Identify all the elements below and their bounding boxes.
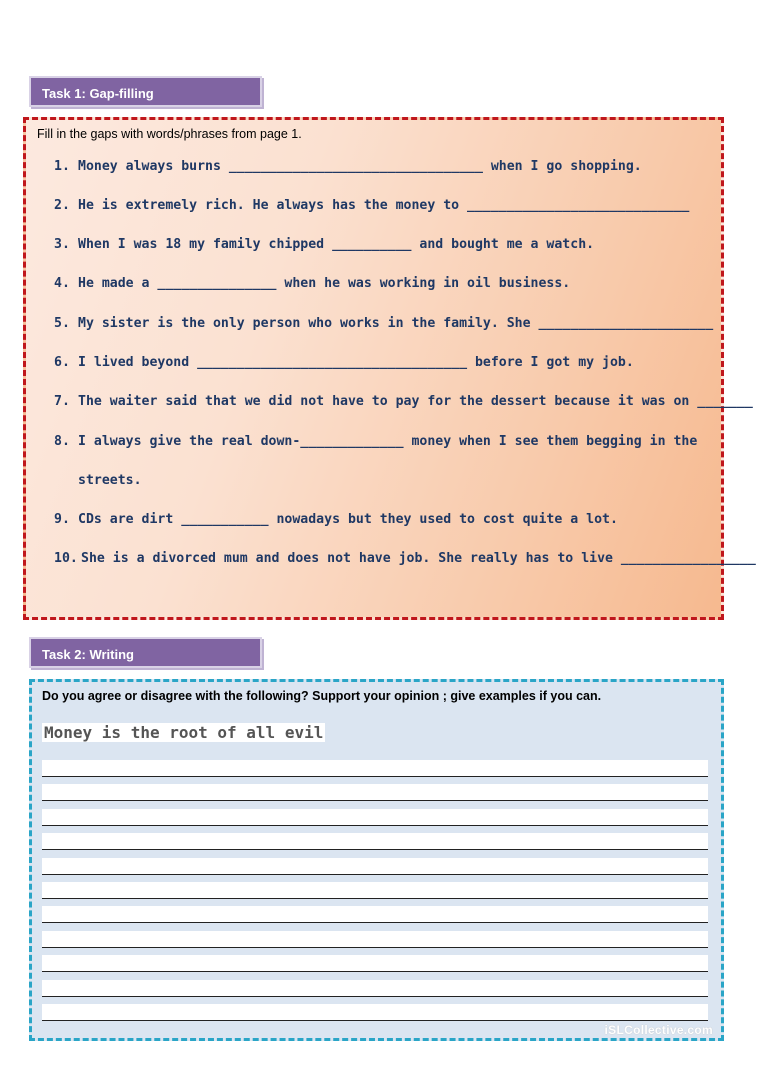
task2-header: Task 2: Writing bbox=[29, 637, 262, 668]
item-text: streets. bbox=[78, 473, 142, 488]
item-number: 7. bbox=[54, 394, 70, 409]
item-text: He made a _______________ when he was working in oil business. bbox=[78, 276, 571, 291]
writing-line[interactable] bbox=[42, 906, 708, 923]
writing-line[interactable] bbox=[42, 1004, 708, 1021]
task2-box bbox=[29, 679, 724, 1041]
gap-item bbox=[54, 434, 697, 449]
task1-header: Task 1: Gap-filling bbox=[29, 76, 262, 107]
item-number: 9. bbox=[54, 512, 70, 527]
item-text: My sister is the only person who works in the family. She ______________________ bbox=[78, 316, 714, 331]
task1-box bbox=[23, 117, 756, 620]
gap-item bbox=[54, 159, 642, 174]
writing-line[interactable] bbox=[42, 931, 708, 948]
gap-item bbox=[54, 355, 634, 370]
gap-item bbox=[54, 237, 594, 252]
item-text: The waiter said that we did not have to pay for the dessert because it was on _______ bbox=[78, 394, 753, 409]
item-text: When I was 18 my family chipped __________ and bought me a watch. bbox=[78, 237, 595, 252]
gap-item bbox=[54, 198, 689, 213]
task1-instruction: Fill in the gaps with words/phrases from page 1. bbox=[37, 127, 302, 141]
item-number: 6. bbox=[54, 355, 70, 370]
writing-line[interactable] bbox=[42, 809, 708, 826]
gap-item bbox=[54, 394, 753, 409]
item-number: 8. bbox=[54, 434, 70, 449]
writing-line[interactable] bbox=[42, 980, 708, 997]
item-number: 5. bbox=[54, 316, 70, 331]
watermark: iSLCollective.com bbox=[604, 1023, 713, 1037]
item-number: 3. bbox=[54, 237, 70, 252]
item-number: 1. bbox=[54, 159, 70, 174]
writing-line[interactable] bbox=[42, 760, 708, 777]
item-number: 4. bbox=[54, 276, 70, 291]
gap-item bbox=[54, 276, 570, 291]
item-text: She is a divorced mum and does not have job. She really has to live _________________ bbox=[81, 551, 756, 566]
item-number: 2. bbox=[54, 198, 70, 213]
writing-line[interactable] bbox=[42, 833, 708, 850]
writing-line[interactable] bbox=[42, 882, 708, 899]
gap-item bbox=[54, 316, 713, 331]
task2-instruction: Do you agree or disagree with the following? Support your opinion ; give examples if you can. bbox=[42, 689, 602, 703]
item-text: I always give the real down-_____________ money when I see them begging in the bbox=[78, 434, 698, 449]
item-number: 10. bbox=[54, 551, 78, 566]
item-text: I lived beyond __________________________________ before I got my job. bbox=[78, 355, 634, 370]
writing-line[interactable] bbox=[42, 784, 708, 801]
gap-item bbox=[54, 512, 618, 527]
writing-line[interactable] bbox=[42, 858, 708, 875]
gap-item-continuation bbox=[54, 473, 142, 488]
writing-prompt: Money is the root of all evil bbox=[44, 723, 324, 742]
item-text: He is extremely rich. He always has the money to ____________________________ bbox=[78, 198, 690, 213]
item-text: Money always burns ________________________________ when I go shopping. bbox=[78, 159, 642, 174]
item-text: CDs are dirt ___________ nowadays but they used to cost quite a lot. bbox=[78, 512, 618, 527]
writing-line[interactable] bbox=[42, 955, 708, 972]
gap-item bbox=[54, 551, 756, 566]
